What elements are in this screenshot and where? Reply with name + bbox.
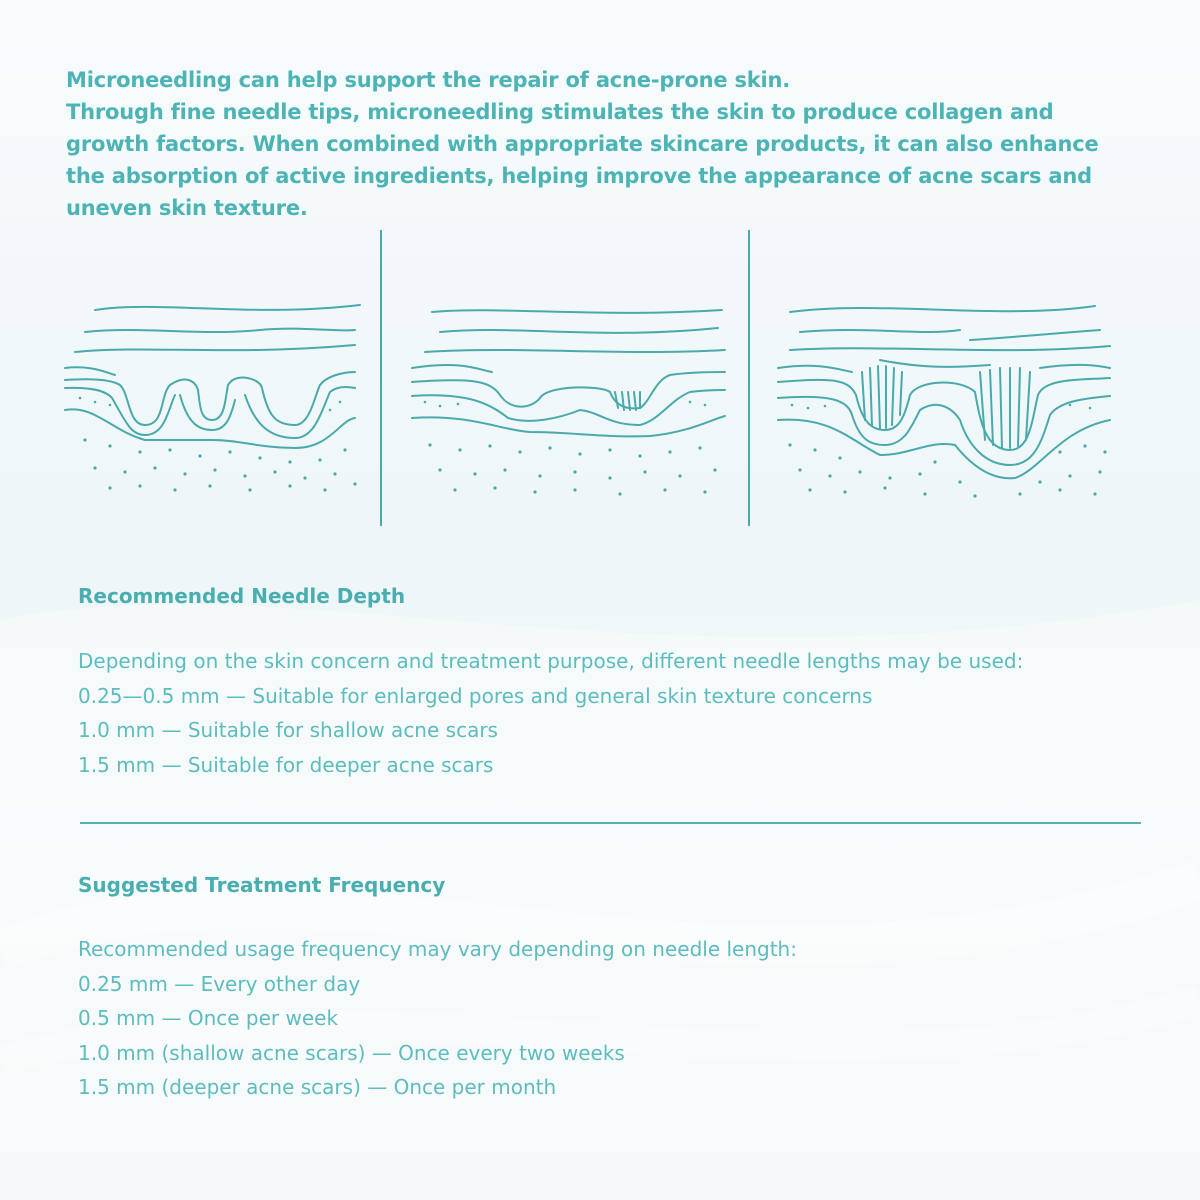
skin-diagram-deep xyxy=(778,306,1110,498)
needle-depth-line: 1.5 mm — Suitable for deeper acne scars xyxy=(78,752,494,777)
needle-depth-title: Recommended Needle Depth xyxy=(78,584,406,608)
skin-diagram-shallow xyxy=(65,305,360,492)
frequency-line: 1.5 mm (deeper acne scars) — Once per month xyxy=(78,1075,557,1099)
intro-line: the absorption of active ingredients, helping improve the appearance of acne scars and xyxy=(66,164,1092,188)
frequency-line: 0.5 mm — Once per week xyxy=(78,1006,339,1030)
intro-line: Microneedling can help support the repair of acne-prone skin. xyxy=(66,68,791,92)
diagram-divider-1 xyxy=(380,230,382,526)
frequency-title: Suggested Treatment Frequency xyxy=(78,873,446,897)
intro-line: uneven skin texture. xyxy=(66,196,308,220)
needle-depth-text xyxy=(78,644,1023,782)
needle-depth-line: 0.25—0.5 mm — Suitable for enlarged pores and general skin texture concerns xyxy=(78,683,873,708)
frequency-text xyxy=(78,932,797,1105)
frequency-line: 0.25 mm — Every other day xyxy=(78,971,361,996)
skin-diagrams xyxy=(0,225,1200,535)
needle-depth-line: Depending on the skin concern and treatment purpose, different needle lengths may be used: xyxy=(78,649,1024,673)
frequency-line: Recommended usage frequency may vary depending on needle length: xyxy=(78,937,797,961)
intro-line: growth factors. When combined with appropriate skincare products, it can also enhance xyxy=(66,132,1099,156)
skin-diagram-healing xyxy=(412,310,725,496)
frequency-line: 1.0 mm (shallow acne scars) — Once every two weeks xyxy=(78,1040,625,1065)
needle-depth-line: 1.0 mm — Suitable for shallow acne scars xyxy=(78,718,498,742)
intro-line: Through fine needle tips, microneedling stimulates the skin to produce collagen and xyxy=(66,100,1054,124)
diagram-divider-2 xyxy=(748,230,750,526)
intro-paragraph xyxy=(66,64,1146,224)
section-divider xyxy=(80,822,1141,824)
